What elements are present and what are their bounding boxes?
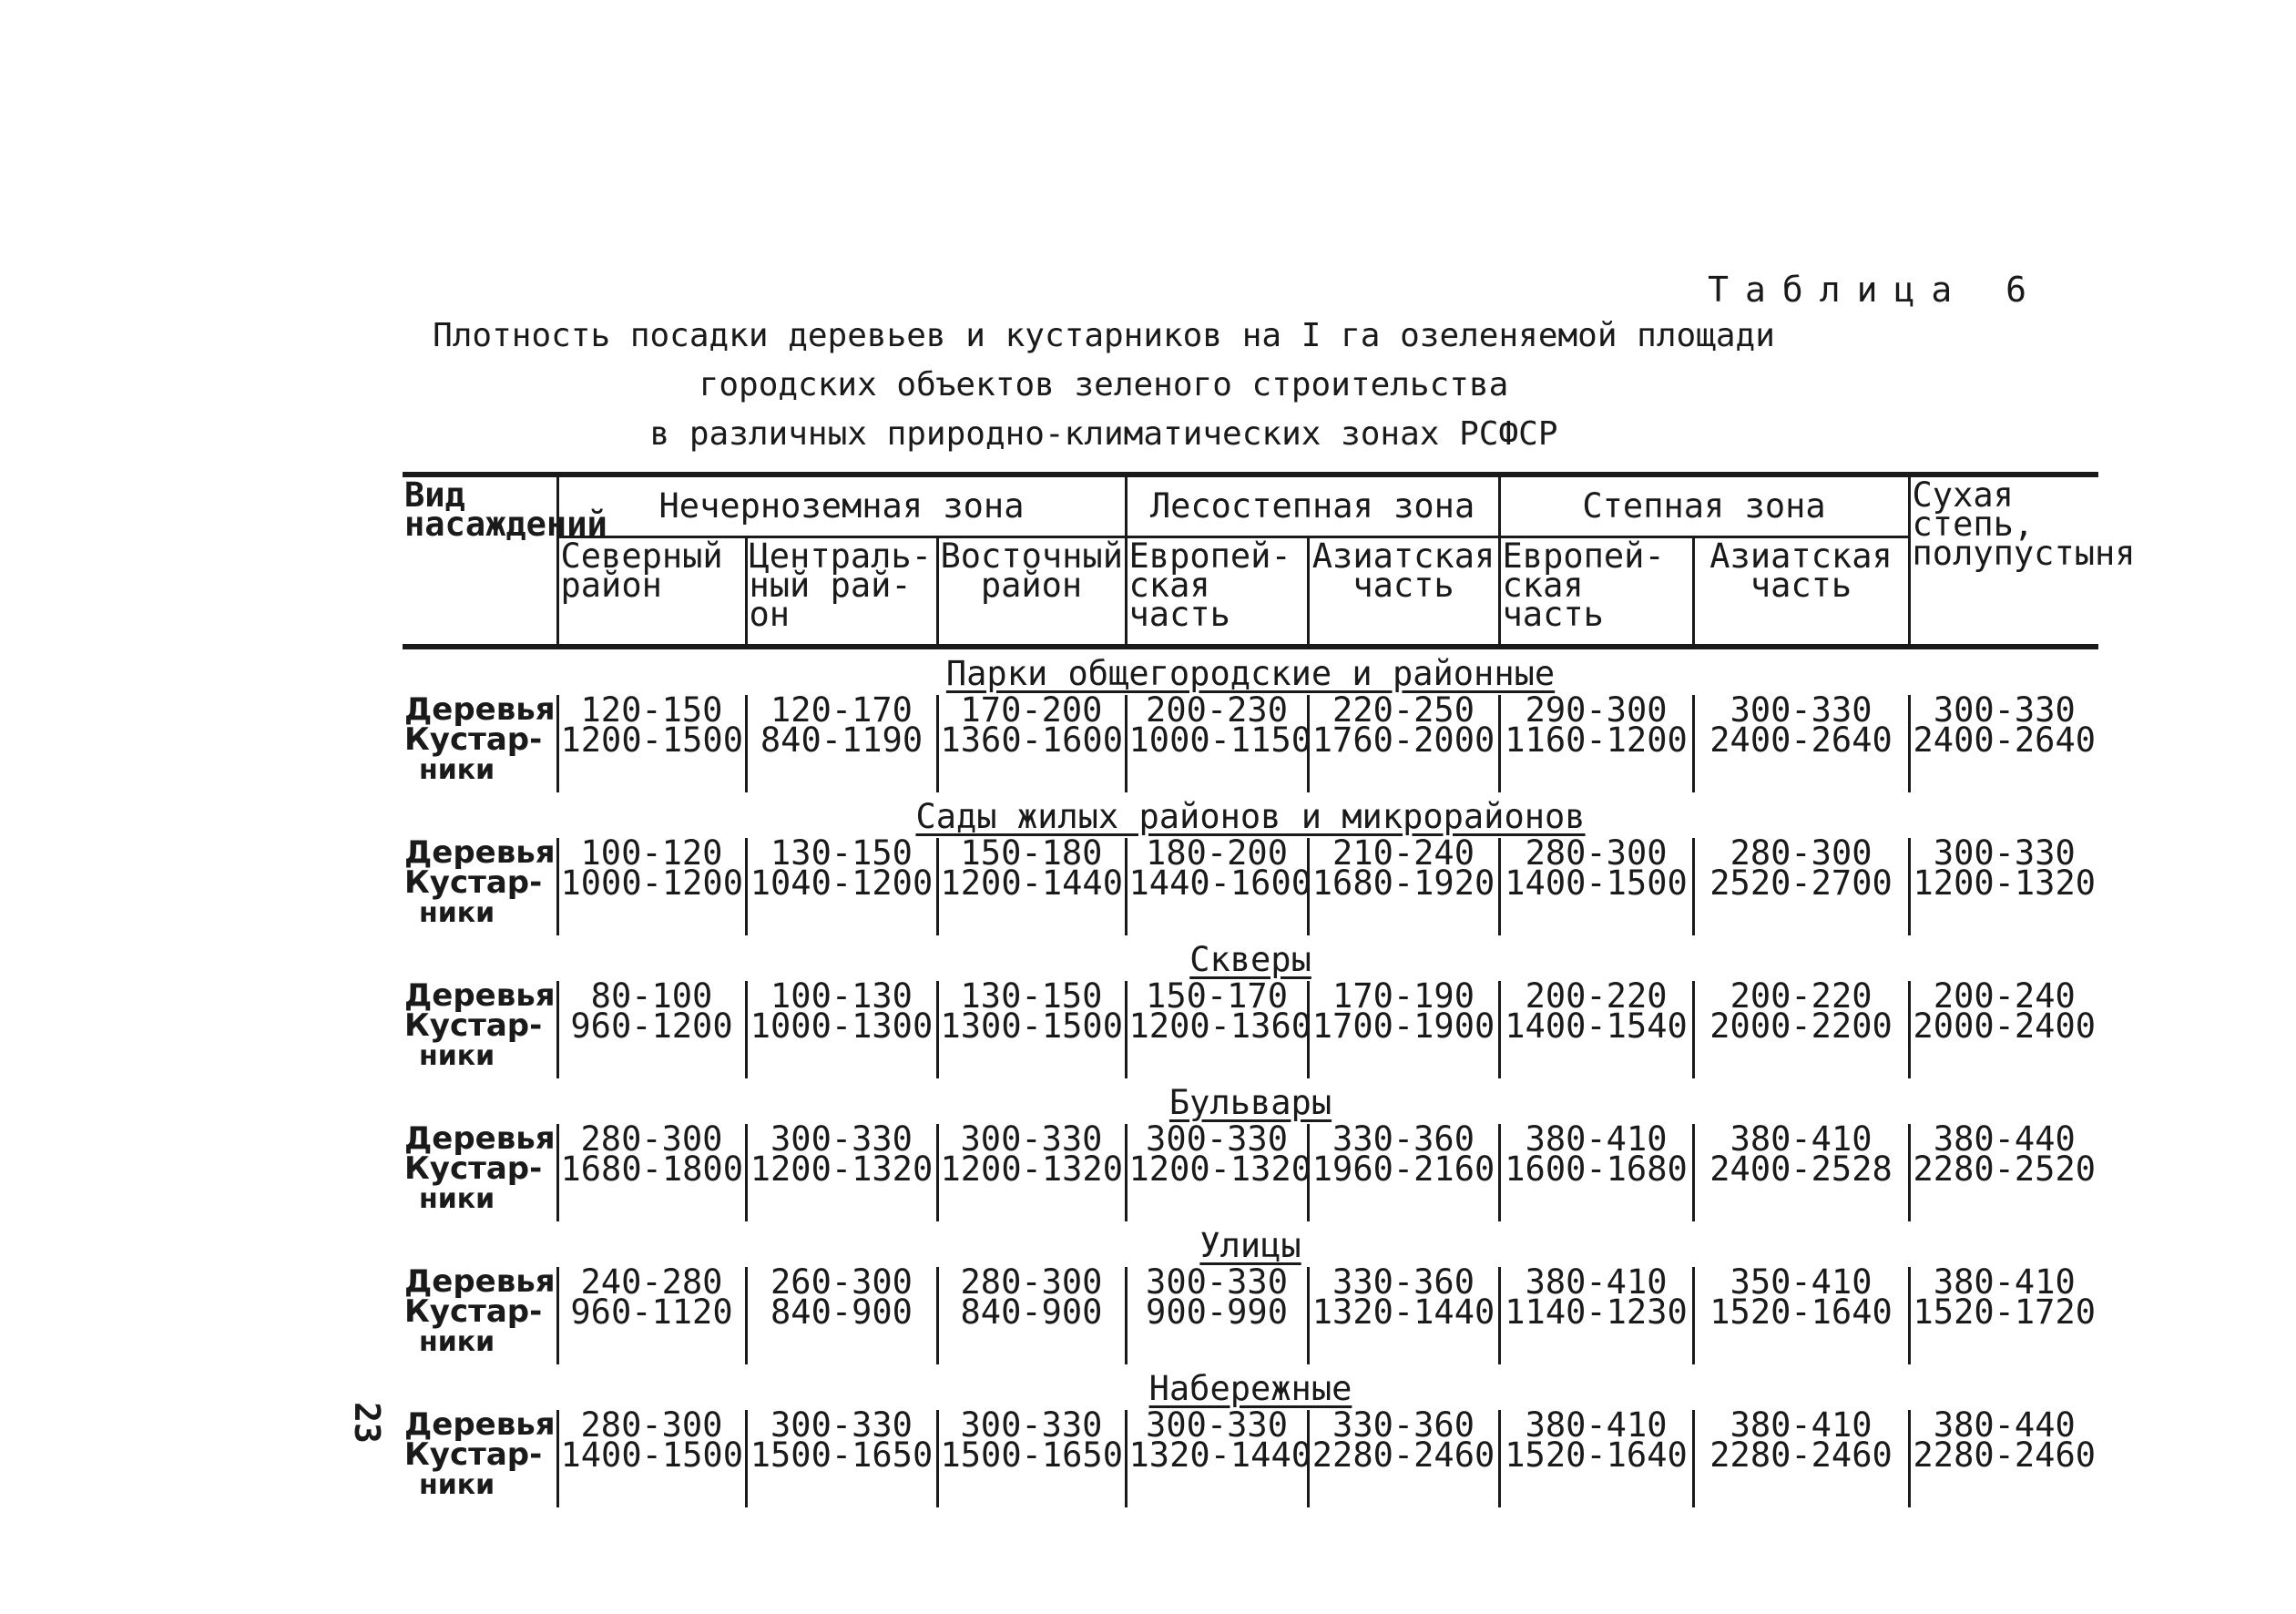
header-forest-steppe-european: Европей-ская часть — [1126, 537, 1308, 648]
value-cell — [1499, 976, 1693, 1078]
section-title-row — [403, 1078, 2098, 1124]
trees-value: 350-410 — [1730, 1262, 1873, 1302]
table-row — [403, 838, 2098, 935]
trees-value: 300-330 — [1146, 1119, 1288, 1159]
value-cell — [1499, 1119, 1693, 1221]
value-cell — [1308, 1262, 1499, 1364]
shrubs-value: 1000-1150 — [1128, 720, 1311, 760]
shrubs-value: 1300-1500 — [940, 1006, 1123, 1046]
trees-value: 120-150 — [580, 690, 723, 730]
section-title: Улицы — [1199, 1226, 1301, 1265]
section-title: Скверы — [1189, 940, 1311, 979]
shrubs-value: 1200-1320 — [940, 1149, 1123, 1189]
trees-value: 280-300 — [960, 1262, 1103, 1302]
value-cell — [937, 1262, 1126, 1364]
value-cell — [1693, 1405, 1909, 1507]
shrubs-value: 1520-1720 — [1913, 1292, 2097, 1332]
shrubs-value: 1400-1500 — [1505, 863, 1688, 903]
value-cell — [746, 1119, 937, 1221]
shrubs-value: 2280-2460 — [1311, 1435, 1495, 1475]
shrubs-value: 1680-1920 — [1311, 863, 1495, 903]
trees-value: 380-410 — [1933, 1262, 2076, 1302]
table-row — [403, 695, 2098, 792]
section-title: Бульвары — [1168, 1083, 1332, 1122]
shrubs-value: 2280-2460 — [1913, 1435, 2097, 1475]
row-label-trees: Деревья — [404, 977, 556, 1014]
trees-value: 330-360 — [1332, 1405, 1475, 1445]
value-cell — [557, 1119, 746, 1221]
row-label-shrubs: Кустар- — [404, 1150, 543, 1187]
section-title: Сады жилых районов и микрорайонов — [915, 797, 1586, 836]
value-cell — [746, 1262, 937, 1364]
trees-value: 130-150 — [770, 833, 913, 873]
trees-value: 300-330 — [1933, 690, 2076, 730]
page-number: 23 — [346, 1402, 387, 1444]
shrubs-value: 1700-1900 — [1311, 1006, 1495, 1046]
shrubs-value: 1520-1640 — [1505, 1435, 1688, 1475]
trees-value: 210-240 — [1332, 833, 1475, 873]
row-label — [403, 1120, 557, 1221]
header-zone-dry-steppe: Сухая степь, полупустыня — [1909, 475, 2098, 647]
row-label-shrubs-cont: ники — [419, 754, 495, 786]
table-row — [403, 1124, 2098, 1221]
row-label-trees: Деревья — [404, 834, 556, 871]
trees-value: 180-200 — [1146, 833, 1288, 873]
trees-value: 300-330 — [770, 1119, 913, 1159]
row-label-shrubs-cont: ники — [419, 1183, 495, 1215]
table-title-line-1: Плотность посадки деревьев и кустарников на I га озеленяемой площади — [433, 317, 1775, 354]
value-cell — [1308, 1405, 1499, 1507]
value-cell — [1126, 1262, 1308, 1364]
shrubs-value: 1360-1600 — [940, 720, 1123, 760]
trees-value: 100-130 — [770, 976, 913, 1016]
header-steppe-asian: Азиатская часть — [1693, 537, 1909, 648]
shrubs-value: 1200-1320 — [750, 1149, 934, 1189]
trees-value: 300-330 — [1146, 1405, 1288, 1445]
header-plant-type: Вид насаждений — [403, 475, 557, 647]
table-title-line-2: городских объектов зеленого строительства — [699, 366, 1509, 404]
trees-value: 330-360 — [1332, 1119, 1475, 1159]
shrubs-value: 2520-2700 — [1709, 863, 1893, 903]
shrubs-value: 1320-1440 — [1128, 1435, 1311, 1475]
value-cell — [1909, 1119, 2098, 1221]
shrubs-value: 1680-1800 — [560, 1149, 743, 1189]
trees-value: 170-200 — [960, 690, 1103, 730]
value-cell — [557, 976, 746, 1078]
trees-value: 300-330 — [1933, 833, 2076, 873]
row-label-shrubs: Кустар- — [404, 721, 543, 758]
row-label-shrubs-cont: ники — [419, 1326, 495, 1358]
trees-value: 280-300 — [580, 1405, 723, 1445]
trees-value: 80-100 — [590, 976, 713, 1016]
value-cell — [937, 690, 1126, 792]
header-east-district: Восточный район — [937, 537, 1126, 648]
shrubs-value: 2280-2460 — [1709, 1435, 1893, 1475]
shrubs-value: 2400-2528 — [1709, 1149, 1893, 1189]
row-label-trees: Деревья — [404, 691, 556, 728]
shrubs-value: 1040-1200 — [750, 863, 934, 903]
value-cell — [1499, 833, 1693, 935]
shrubs-value: 900-990 — [1146, 1292, 1288, 1332]
trees-value: 170-190 — [1332, 976, 1475, 1016]
trees-value: 380-410 — [1525, 1119, 1668, 1159]
row-label-shrubs: Кустар- — [404, 1007, 543, 1044]
trees-value: 300-330 — [1730, 690, 1873, 730]
trees-value: 380-410 — [1525, 1262, 1668, 1302]
shrubs-value: 840-1190 — [760, 720, 924, 760]
shrubs-value: 1160-1200 — [1505, 720, 1688, 760]
shrubs-value: 1500-1650 — [940, 1435, 1123, 1475]
table-number-label: Таблица 6 — [1708, 270, 2043, 310]
trees-value: 290-300 — [1525, 690, 1668, 730]
header-steppe-european: Европей-ская часть — [1499, 537, 1693, 648]
row-label — [403, 977, 557, 1078]
value-cell — [746, 976, 937, 1078]
value-cell — [937, 1405, 1126, 1507]
trees-value: 120-170 — [770, 690, 913, 730]
value-cell — [937, 976, 1126, 1078]
shrubs-value: 1520-1640 — [1709, 1292, 1893, 1332]
value-cell — [1308, 690, 1499, 792]
row-label — [403, 834, 557, 935]
section-title-row — [403, 1221, 2098, 1267]
value-cell — [1909, 690, 2098, 792]
shrubs-value: 2400-2640 — [1709, 720, 1893, 760]
value-cell — [1126, 690, 1311, 792]
trees-value: 280-300 — [1525, 833, 1668, 873]
shrubs-value: 1140-1230 — [1505, 1292, 1688, 1332]
trees-value: 280-300 — [580, 1119, 723, 1159]
row-label-shrubs-cont: ники — [419, 1040, 495, 1072]
value-cell — [557, 1405, 746, 1507]
header-central-district: Централь-ный рай-он — [746, 537, 937, 648]
value-cell — [1126, 1119, 1311, 1221]
shrubs-value: 840-900 — [960, 1292, 1103, 1332]
value-cell — [1126, 833, 1311, 935]
trees-value: 260-300 — [770, 1262, 913, 1302]
table-title-line-3: в различных природно-климатических зонах РСФСР — [649, 415, 1558, 453]
row-label-shrubs: Кустар- — [404, 1436, 543, 1473]
row-label-trees: Деревья — [404, 1263, 556, 1300]
trees-value: 330-360 — [1332, 1262, 1475, 1302]
shrubs-value: 1400-1500 — [560, 1435, 743, 1475]
shrubs-value: 2000-2400 — [1913, 1006, 2097, 1046]
value-cell — [1308, 1119, 1499, 1221]
shrubs-value: 1760-2000 — [1311, 720, 1495, 760]
section-title-row — [403, 935, 2098, 981]
value-cell — [1693, 1262, 1909, 1364]
value-cell — [557, 690, 746, 792]
value-cell — [1126, 976, 1311, 1078]
row-label-shrubs: Кустар- — [404, 864, 543, 901]
shrubs-value: 2280-2520 — [1913, 1149, 2097, 1189]
value-cell — [746, 690, 937, 792]
trees-value: 300-330 — [960, 1119, 1103, 1159]
trees-value: 150-170 — [1146, 976, 1288, 1016]
value-cell — [1909, 1262, 2098, 1364]
shrubs-value: 960-1120 — [570, 1292, 733, 1332]
value-cell — [1308, 833, 1499, 935]
trees-value: 200-220 — [1525, 976, 1668, 1016]
trees-value: 380-410 — [1730, 1119, 1873, 1159]
shrubs-value: 1200-1320 — [1128, 1149, 1311, 1189]
row-label-shrubs: Кустар- — [404, 1293, 543, 1330]
shrubs-value: 1400-1540 — [1505, 1006, 1688, 1046]
shrubs-value: 2000-2200 — [1709, 1006, 1893, 1046]
row-label — [403, 1263, 557, 1364]
row-label-trees: Деревья — [404, 1120, 556, 1157]
shrubs-value: 1960-2160 — [1311, 1149, 1495, 1189]
value-cell — [557, 1262, 746, 1364]
trees-value: 240-280 — [580, 1262, 723, 1302]
shrubs-value: 1440-1600 — [1128, 863, 1311, 903]
value-cell — [1909, 976, 2098, 1078]
section-title: Набережные — [1148, 1369, 1352, 1408]
shrubs-value: 1000-1200 — [560, 863, 743, 903]
trees-value: 380-440 — [1933, 1405, 2076, 1445]
trees-value: 300-330 — [960, 1405, 1103, 1445]
trees-value: 380-410 — [1525, 1405, 1668, 1445]
section-title-row — [403, 647, 2098, 695]
value-cell — [746, 1405, 937, 1507]
table-row — [403, 1410, 2098, 1507]
shrubs-value: 1200-1500 — [560, 720, 743, 760]
value-cell — [1499, 1405, 1693, 1507]
trees-value: 100-120 — [580, 833, 723, 873]
shrubs-value: 1320-1440 — [1311, 1292, 1495, 1332]
shrubs-value: 2400-2640 — [1913, 720, 2097, 760]
shrubs-value: 840-900 — [770, 1292, 913, 1332]
header-north-district: Северный район — [557, 537, 746, 648]
row-label — [403, 691, 557, 792]
section-title-row — [403, 792, 2098, 838]
row-label-trees: Деревья — [404, 1406, 556, 1443]
trees-value: 200-230 — [1146, 690, 1288, 730]
trees-value: 150-180 — [960, 833, 1103, 873]
shrubs-value: 1500-1650 — [750, 1435, 934, 1475]
trees-value: 380-440 — [1933, 1119, 2076, 1159]
row-label-shrubs-cont: ники — [419, 1469, 495, 1501]
section-title: Парки общегородские и районные — [945, 654, 1556, 693]
row-label — [403, 1406, 557, 1507]
table-row — [403, 1267, 2098, 1364]
header-zone-steppe: Степная зона — [1499, 475, 1909, 537]
header-forest-steppe-asian: Азиатская часть — [1308, 537, 1499, 648]
row-label-shrubs-cont: ники — [419, 897, 495, 929]
table-body — [403, 647, 2098, 1507]
value-cell — [1499, 690, 1693, 792]
value-cell — [1693, 1119, 1909, 1221]
shrubs-value: 1000-1300 — [750, 1006, 934, 1046]
value-cell — [1693, 833, 1909, 935]
header-zone-nonchernozem: Нечерноземная зона — [557, 475, 1126, 537]
trees-value: 200-220 — [1730, 976, 1873, 1016]
value-cell — [1909, 1405, 2098, 1507]
shrubs-value: 1200-1440 — [940, 863, 1123, 903]
trees-value: 130-150 — [960, 976, 1103, 1016]
shrubs-value: 1200-1360 — [1128, 1006, 1311, 1046]
value-cell — [1909, 833, 2098, 935]
trees-value: 220-250 — [1332, 690, 1475, 730]
value-cell — [1126, 1405, 1311, 1507]
value-cell — [557, 833, 746, 935]
value-cell — [1308, 976, 1499, 1078]
value-cell — [1499, 1262, 1693, 1364]
trees-value: 380-410 — [1730, 1405, 1873, 1445]
table-row — [403, 981, 2098, 1078]
shrubs-value: 960-1200 — [570, 1006, 733, 1046]
value-cell — [1693, 976, 1909, 1078]
trees-value: 200-240 — [1933, 976, 2076, 1016]
section-title-row — [403, 1364, 2098, 1410]
header-zone-forest-steppe: Лесостепная зона — [1126, 475, 1499, 537]
value-cell — [746, 833, 937, 935]
value-cell — [1693, 690, 1909, 792]
value-cell — [937, 1119, 1126, 1221]
shrubs-value: 1200-1320 — [1913, 863, 2097, 903]
trees-value: 300-330 — [770, 1405, 913, 1445]
trees-value: 300-330 — [1146, 1262, 1288, 1302]
shrubs-value: 1600-1680 — [1505, 1149, 1688, 1189]
trees-value: 280-300 — [1730, 833, 1873, 873]
planting-density-table — [403, 472, 2136, 1507]
value-cell — [937, 833, 1126, 935]
